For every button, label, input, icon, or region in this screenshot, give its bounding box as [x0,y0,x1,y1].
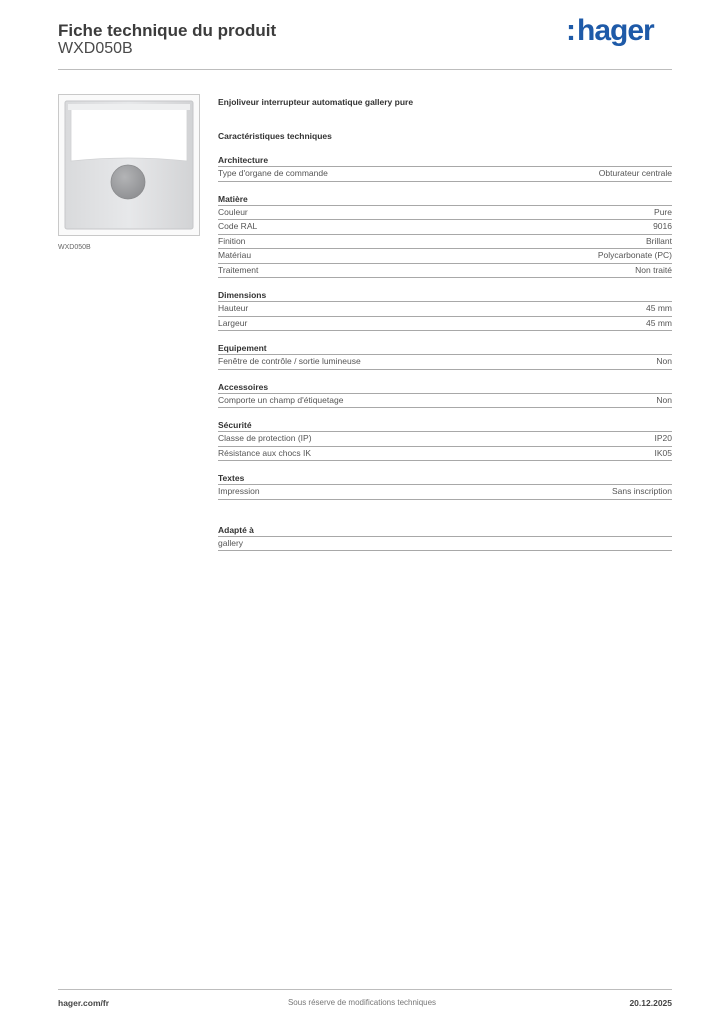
spec-row [218,446,672,462]
spec-label: Comporte un champ d'étiquetage [218,394,344,405]
footer-website-link[interactable]: hager.com/fr [58,998,110,1008]
characteristics-heading: Caractéristiques techniques [218,131,332,141]
page-title: Fiche technique du produit [58,21,277,40]
section-title: Matière [218,193,248,204]
spec-rows [218,484,672,500]
spec-value: Non [656,394,672,405]
spec-rows [218,536,672,552]
spec-label: Impression [218,486,260,497]
spec-label: gallery [218,537,244,548]
spec-row [218,393,672,409]
header-divider [58,69,672,70]
spec-value: Pure [654,206,672,217]
spec-row [218,234,672,249]
section-title: Dimensions [218,290,267,300]
spec-value: Non [656,356,672,367]
spec-label: Finition [218,235,246,246]
spec-value: 45 mm [646,317,672,328]
spec-row [218,205,672,220]
spec-value: 45 mm [646,303,672,314]
section-securite [218,419,672,461]
section-equipement [218,342,672,370]
spec-row [218,166,672,182]
spec-label: Résistance aux chocs IK [218,447,312,458]
spec-label: Type d'organe de commande [218,168,328,179]
spec-row [218,219,672,234]
product-reference: WXD050B [58,40,133,57]
section-title: Sécurité [218,420,252,430]
spec-sheet [218,96,672,551]
spec-rows [218,205,672,279]
spec-rows [218,166,672,182]
section-textes [218,472,672,500]
spec-label: Hauteur [218,303,249,314]
spec-row [218,263,672,279]
spec-value: 9016 [653,221,672,232]
footer-divider [58,989,672,990]
section-matiere [218,193,672,279]
spec-label: Fenêtre de contrôle / sortie lumineuse [218,356,361,367]
spec-row [218,301,672,316]
spec-label: Couleur [218,206,248,217]
spec-value: Obturateur centrale [598,168,672,179]
spec-label: Traitement [218,264,259,275]
product-name: Enjoliveur interrupteur automatique gallery pure [218,97,414,107]
logo-text: hager [577,14,654,47]
hager-logo[interactable] [566,14,654,48]
section-title: Textes [218,473,245,483]
spec-row [218,316,672,332]
sensor-knob [111,165,145,199]
spec-row [218,484,672,500]
spec-rows [218,354,672,370]
spec-rows [218,393,672,409]
spec-row [218,248,672,263]
section-dimensions [218,289,672,331]
product-illustration [59,95,199,235]
section-title: Equipement [218,343,267,353]
section-accessoires [218,381,672,409]
spec-rows [218,301,672,331]
footer-date: 20.12.2025 [629,998,672,1008]
spec-row [218,354,672,370]
footer-disclaimer: Sous réserve de modifications techniques [287,998,437,1007]
section-architecture [218,154,672,182]
spec-row [218,536,672,552]
product-image [58,94,200,236]
spec-value: IP20 [654,433,672,444]
section-title: Architecture [218,155,269,165]
logo-colon: : [566,14,576,47]
spec-label: Largeur [218,317,248,328]
spec-value: Brillant [646,235,672,246]
spec-value: Non traité [635,264,672,275]
spec-value: Polycarbonate (PC) [597,250,672,261]
image-caption: WXD050B [58,244,91,251]
spec-value: IK05 [654,447,672,458]
section-title: Adapté à [218,524,254,535]
section-adapte [218,524,672,552]
spec-row [218,431,672,446]
section-title: Accessoires [218,381,269,392]
spec-label: Classe de protection (IP) [218,433,312,444]
spec-rows [218,431,672,461]
spec-label: Matériau [218,250,252,261]
spec-value: Sans inscription [611,486,672,497]
spec-label: Code RAL [218,221,258,232]
